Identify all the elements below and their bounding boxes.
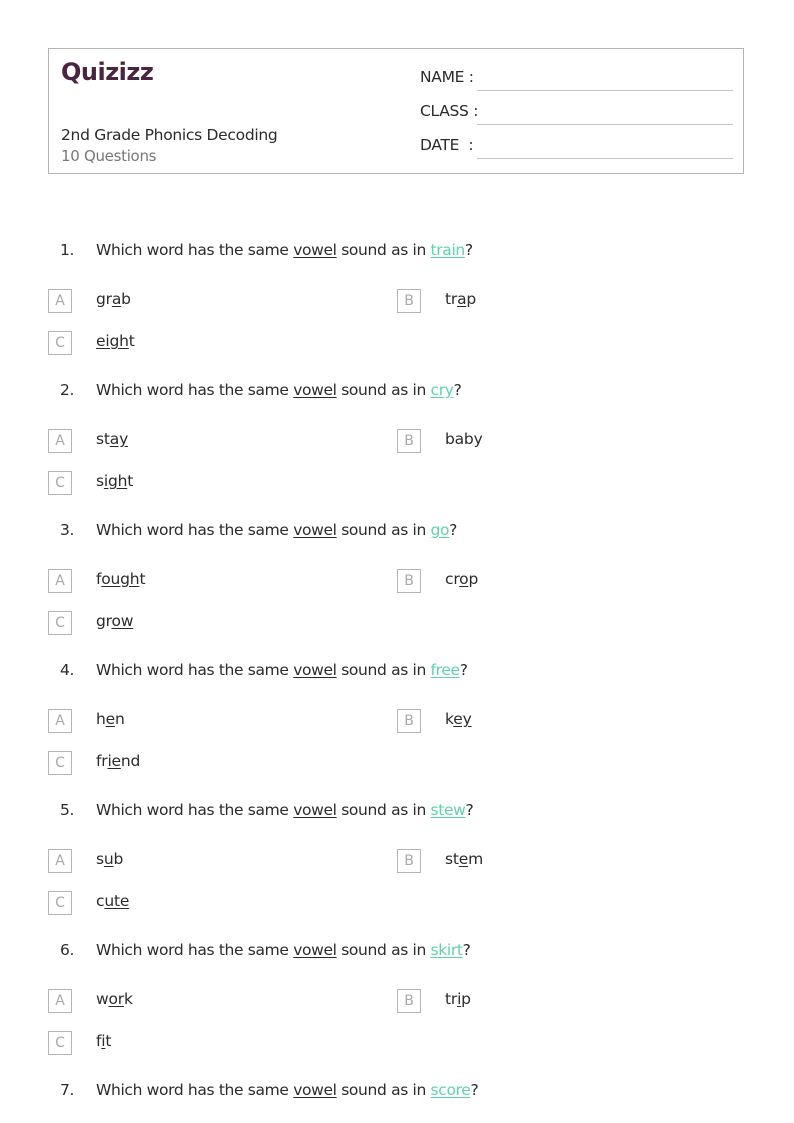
option-6-b[interactable] — [397, 989, 697, 1013]
word-part-vowel: igh — [103, 472, 128, 490]
word-part-vowel: eigh — [96, 332, 129, 350]
option-word — [96, 990, 133, 1008]
class-line[interactable] — [477, 124, 733, 125]
option-letter-box[interactable]: B — [397, 989, 421, 1013]
option-letter-box[interactable]: A — [48, 709, 72, 733]
option-word — [96, 430, 128, 448]
word-part-vowel: or — [108, 990, 124, 1008]
name-label: NAME : — [420, 68, 474, 86]
word-part-plain: tr — [445, 290, 458, 308]
option-letter-box[interactable]: C — [48, 891, 72, 915]
target-word: train — [430, 241, 465, 259]
stem-after: ? — [464, 241, 473, 259]
stem-after: ? — [449, 521, 458, 539]
question-text — [96, 801, 473, 819]
option-1-c[interactable] — [48, 331, 348, 355]
option-word — [96, 332, 135, 350]
word-part-plain: t — [105, 1032, 112, 1050]
word-part-plain: f — [96, 1032, 102, 1050]
name-field[interactable] — [420, 68, 733, 92]
date-line[interactable] — [477, 158, 733, 159]
quizizz-logo: Quizizz — [61, 58, 154, 86]
question-text — [96, 1081, 478, 1099]
stem-before: Which word has the same — [96, 1081, 294, 1099]
word-part-plain: n — [114, 710, 125, 728]
option-5-b[interactable] — [397, 849, 697, 873]
word-part-plain: t — [128, 332, 135, 350]
stem-before: Which word has the same — [96, 241, 294, 259]
option-word — [96, 752, 140, 770]
word-part-vowel: ey — [453, 710, 472, 728]
word-part-plain: fr — [96, 752, 108, 770]
word-part-plain: t — [127, 472, 134, 490]
stem-before: Which word has the same — [96, 661, 294, 679]
word-part-plain: p — [466, 290, 477, 308]
word-part-plain: k — [445, 710, 454, 728]
word-part-plain: st — [445, 850, 459, 868]
question-number: 6. — [60, 941, 75, 959]
question-number: 3. — [60, 521, 75, 539]
target-word: free — [430, 661, 460, 679]
word-part-plain: f — [96, 570, 102, 588]
word-part-vowel: i — [101, 1032, 106, 1050]
word-part-plain: gr — [96, 290, 112, 308]
option-letter-box[interactable]: A — [48, 289, 72, 313]
question-text — [96, 381, 461, 399]
option-word — [96, 290, 131, 308]
date-label: DATE : — [420, 136, 474, 154]
stem-after: ? — [465, 801, 474, 819]
target-word: cry — [430, 381, 454, 399]
option-letter-box[interactable]: B — [397, 709, 421, 733]
option-4-c[interactable] — [48, 751, 348, 775]
date-field[interactable] — [420, 136, 733, 160]
question-number: 1. — [60, 241, 75, 259]
stem-before: Which word has the same — [96, 521, 294, 539]
option-2-a[interactable] — [48, 429, 348, 453]
word-part-vowel: ay — [109, 430, 129, 448]
word-part-vowel: i — [457, 990, 462, 1008]
option-word — [445, 990, 471, 1008]
word-part-plain: w — [96, 990, 109, 1008]
word-part-plain: cr — [445, 570, 460, 588]
word-part-vowel: u — [103, 850, 114, 868]
question-count: 10 Questions — [61, 147, 157, 165]
word-part-plain: k — [123, 990, 133, 1008]
word-part-plain: tr — [445, 990, 458, 1008]
option-4-a[interactable] — [48, 709, 348, 733]
option-6-c[interactable] — [48, 1031, 348, 1055]
option-word — [445, 850, 483, 868]
option-letter-box[interactable]: B — [397, 569, 421, 593]
word-part-vowel: ie — [107, 752, 121, 770]
word-part-plain: c — [96, 892, 105, 910]
option-letter-box[interactable]: B — [397, 289, 421, 313]
option-word — [96, 570, 145, 588]
class-field[interactable] — [420, 102, 733, 126]
worksheet-title: 2nd Grade Phonics Decoding — [61, 126, 278, 144]
target-word: skirt — [430, 941, 463, 959]
stem-key-word: vowel — [293, 1081, 337, 1099]
word-part-vowel: e — [105, 710, 115, 728]
stem-middle: sound as in — [336, 241, 431, 259]
stem-after: ? — [470, 1081, 479, 1099]
option-5-c[interactable] — [48, 891, 348, 915]
word-part-plain: b — [121, 290, 131, 308]
question-number: 7. — [60, 1081, 75, 1099]
option-4-b[interactable] — [397, 709, 697, 733]
option-word — [96, 850, 123, 868]
word-part-plain: m — [468, 850, 484, 868]
word-part-plain: t — [139, 570, 146, 588]
stem-middle: sound as in — [336, 521, 431, 539]
question-text — [96, 521, 457, 539]
word-part-plain: s — [96, 850, 104, 868]
option-letter-box[interactable]: B — [397, 849, 421, 873]
option-letter-box[interactable]: A — [48, 989, 72, 1013]
word-part-plain: p — [461, 990, 471, 1008]
word-part-plain: st — [96, 430, 110, 448]
option-letter-box[interactable]: A — [48, 849, 72, 873]
question-text — [96, 941, 471, 959]
stem-after: ? — [453, 381, 462, 399]
option-word — [96, 1032, 111, 1050]
word-part-plain: baby — [445, 430, 483, 448]
option-word — [445, 290, 476, 308]
option-6-a[interactable] — [48, 989, 348, 1013]
word-part-vowel: ow — [111, 612, 134, 630]
stem-middle: sound as in — [336, 801, 431, 819]
option-letter-box[interactable]: A — [48, 429, 72, 453]
stem-middle: sound as in — [336, 941, 431, 959]
option-word — [96, 472, 133, 490]
option-word — [96, 612, 133, 630]
word-part-vowel: a — [111, 290, 122, 308]
stem-after: ? — [462, 941, 471, 959]
option-letter-box[interactable]: B — [397, 429, 421, 453]
question-text — [96, 241, 473, 259]
word-part-plain: s — [96, 472, 104, 490]
question-number: 5. — [60, 801, 75, 819]
option-letter-box[interactable]: C — [48, 611, 72, 635]
stem-key-word: vowel — [293, 521, 337, 539]
stem-after: ? — [459, 661, 468, 679]
option-letter-box[interactable]: C — [48, 751, 72, 775]
target-word: go — [430, 521, 450, 539]
target-word: score — [430, 1081, 471, 1099]
option-word — [445, 430, 483, 448]
question-text — [96, 661, 468, 679]
option-3-a[interactable] — [48, 569, 348, 593]
stem-key-word: vowel — [293, 661, 337, 679]
option-letter-box[interactable]: A — [48, 569, 72, 593]
word-part-plain: h — [96, 710, 106, 728]
word-part-plain: b — [113, 850, 124, 868]
word-part-vowel: ute — [104, 892, 130, 910]
stem-before: Which word has the same — [96, 801, 294, 819]
class-label: CLASS : — [420, 102, 479, 120]
word-part-plain: nd — [120, 752, 141, 770]
option-5-a[interactable] — [48, 849, 348, 873]
stem-before: Which word has the same — [96, 941, 294, 959]
option-word — [445, 710, 472, 728]
stem-key-word: vowel — [293, 241, 337, 259]
question-number: 4. — [60, 661, 75, 679]
option-1-b[interactable] — [397, 289, 697, 313]
stem-key-word: vowel — [293, 941, 337, 959]
word-part-plain: gr — [96, 612, 112, 630]
stem-key-word: vowel — [293, 381, 337, 399]
word-part-plain: p — [468, 570, 479, 588]
option-1-a[interactable] — [48, 289, 348, 313]
option-word — [445, 570, 478, 588]
stem-middle: sound as in — [336, 1081, 431, 1099]
option-word — [96, 710, 125, 728]
option-letter-box[interactable]: C — [48, 471, 72, 495]
option-2-c[interactable] — [48, 471, 348, 495]
word-part-vowel: o — [459, 570, 469, 588]
option-3-c[interactable] — [48, 611, 348, 635]
worksheet-header — [48, 48, 744, 174]
option-2-b[interactable] — [397, 429, 697, 453]
stem-before: Which word has the same — [96, 381, 294, 399]
word-part-vowel: a — [457, 290, 467, 308]
name-line[interactable] — [477, 90, 733, 91]
word-part-vowel: ough — [101, 570, 140, 588]
option-3-b[interactable] — [397, 569, 697, 593]
option-letter-box[interactable]: C — [48, 331, 72, 355]
stem-middle: sound as in — [336, 381, 431, 399]
stem-key-word: vowel — [293, 801, 337, 819]
stem-middle: sound as in — [336, 661, 431, 679]
option-letter-box[interactable]: C — [48, 1031, 72, 1055]
option-word — [96, 892, 129, 910]
target-word: stew — [430, 801, 466, 819]
question-number: 2. — [60, 381, 75, 399]
word-part-vowel: e — [458, 850, 469, 868]
